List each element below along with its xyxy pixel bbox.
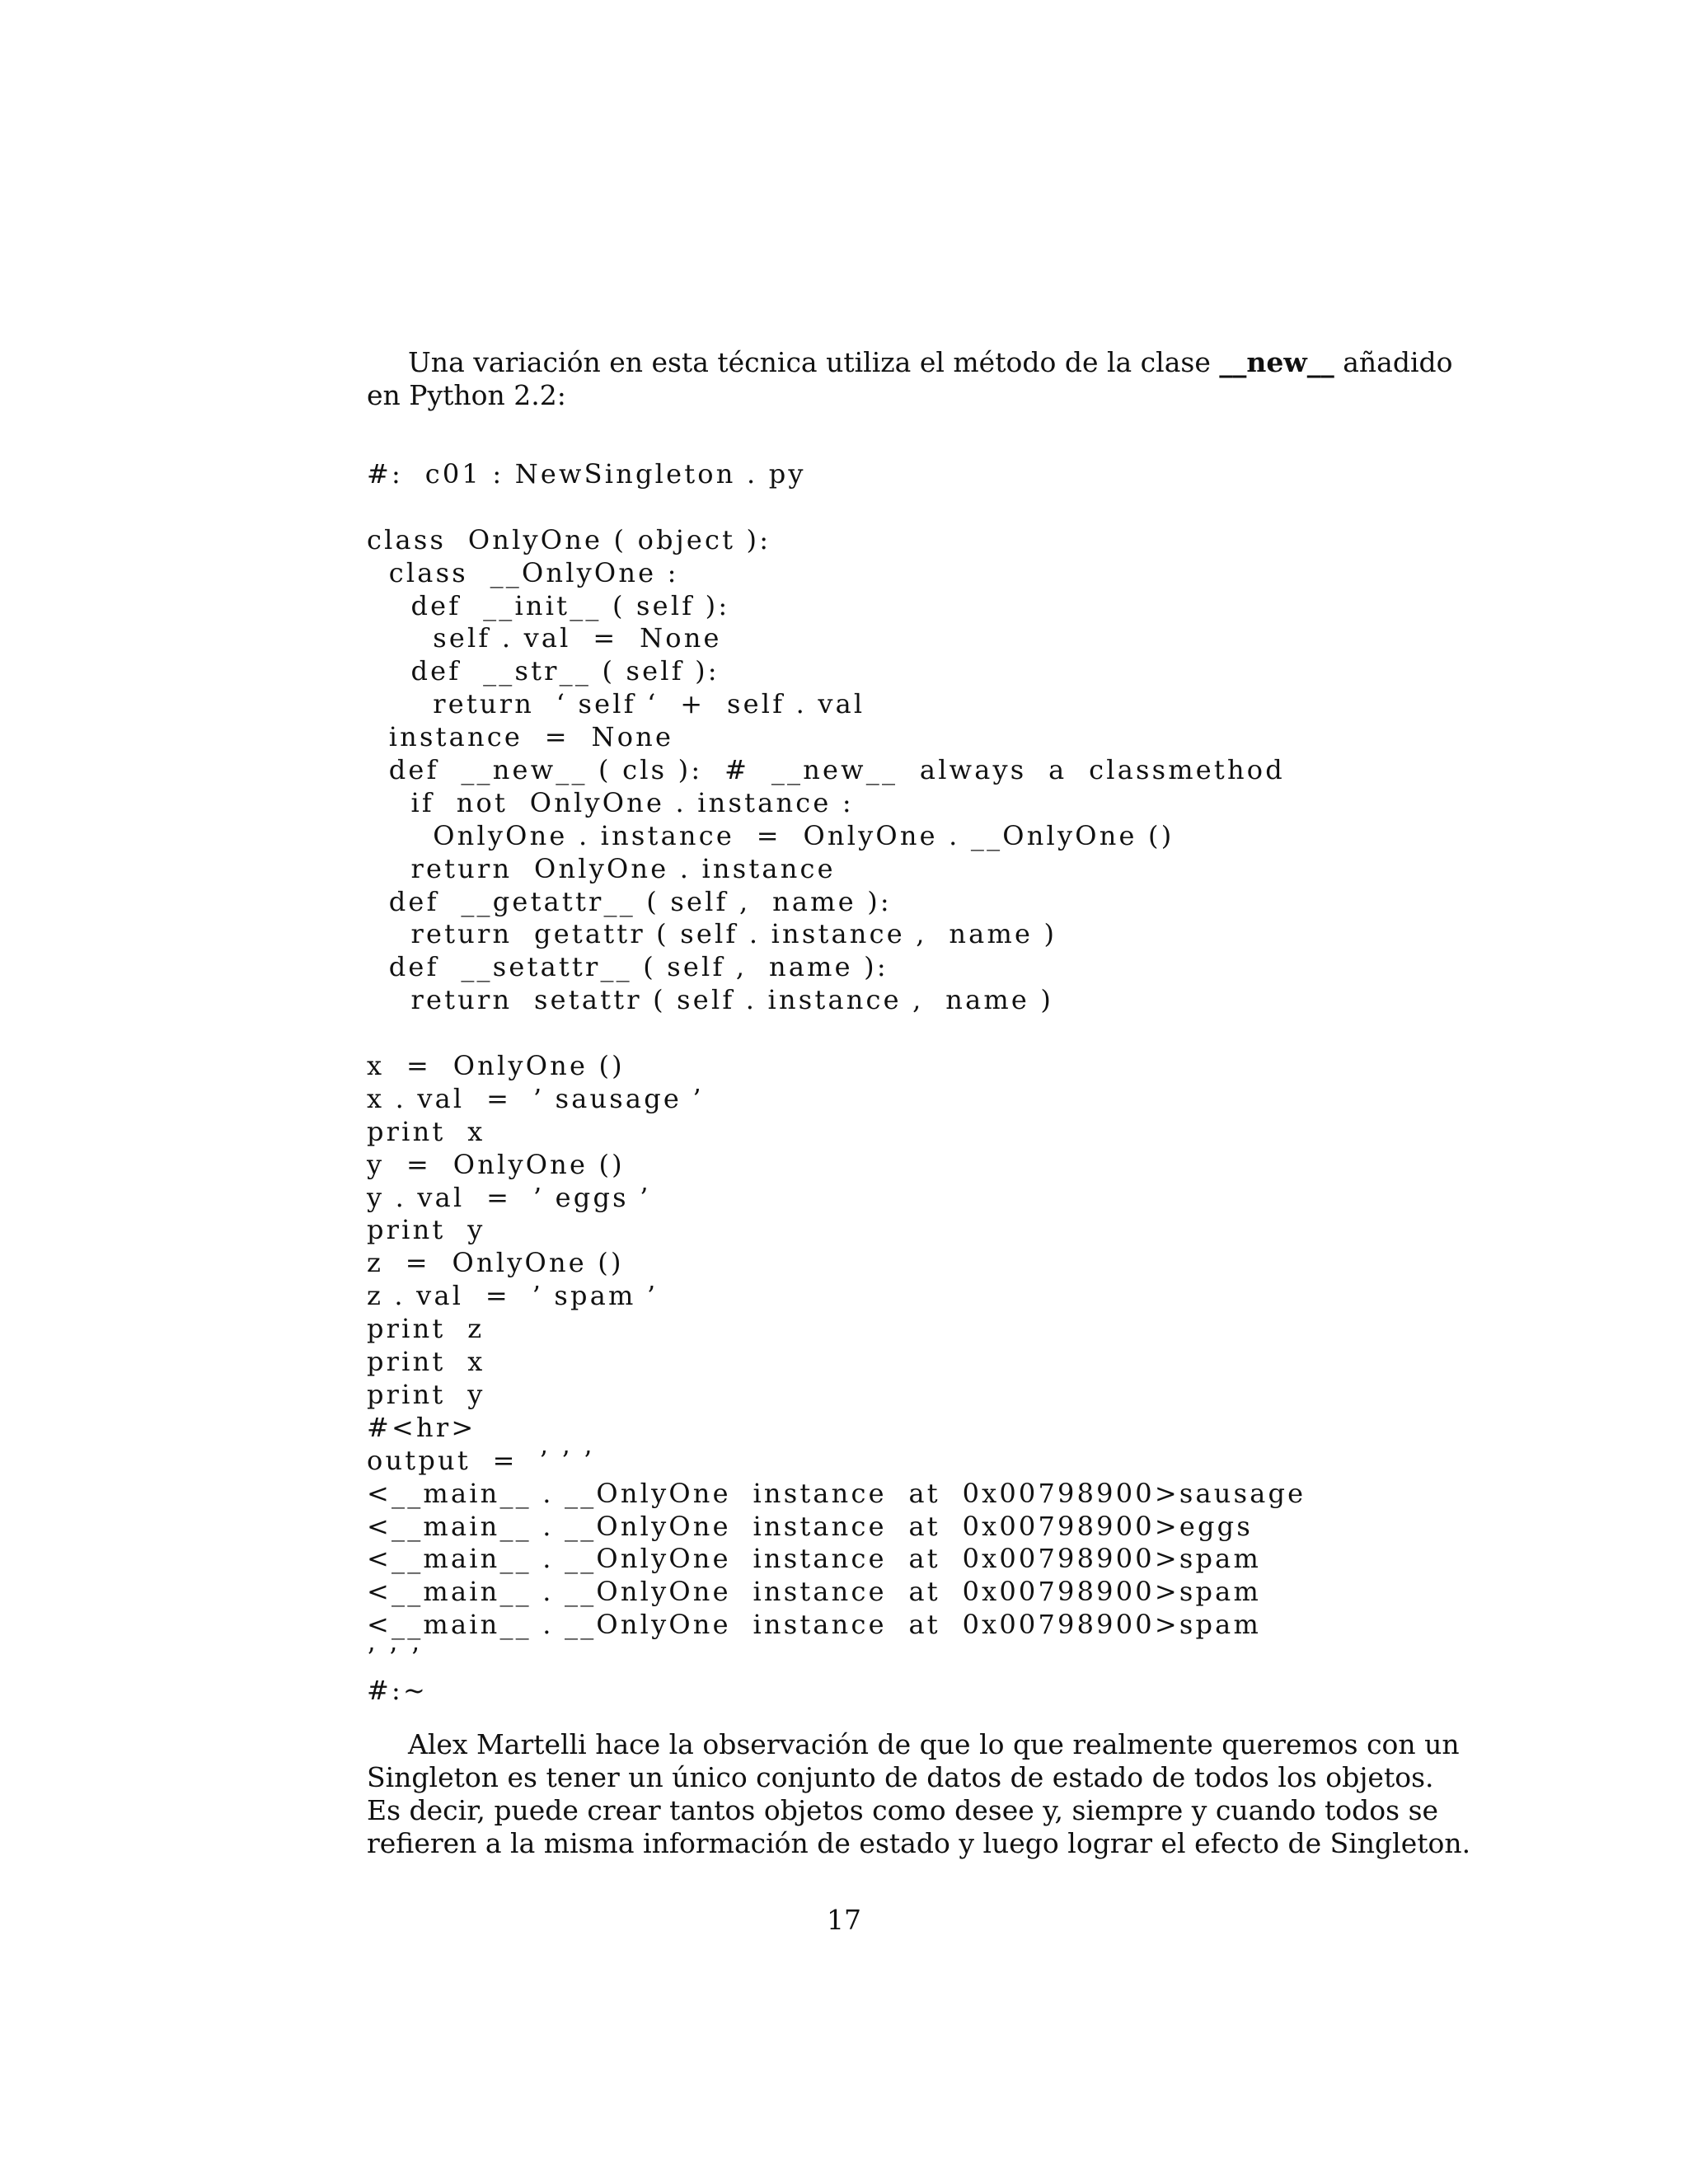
- code-line: #:~: [367, 1674, 429, 1706]
- code-line: OnlyOne . instance = OnlyOne . __OnlyOne (): [367, 819, 1175, 851]
- closing-line-4: refieren a la misma información de estado y luego lograr el efecto de Singleton.: [367, 1827, 1471, 1859]
- code-line: if not OnlyOne . instance :: [367, 786, 854, 818]
- code-line: class __OnlyOne :: [367, 556, 679, 588]
- code-line: #: c01 : NewSingleton . py: [367, 458, 806, 490]
- code-line: def __setattr__ ( self , name ):: [367, 951, 889, 983]
- code-line: z . val = ’ spam ’: [367, 1280, 659, 1312]
- closing-line-2: Singleton es tener un único conjunto de datos de estado de todos los objetos.: [367, 1761, 1434, 1793]
- code-line: z = OnlyOne (): [367, 1247, 624, 1279]
- code-listing: [367, 458, 1306, 1708]
- intro-line-1: [367, 346, 1453, 379]
- code-line: print z: [367, 1313, 485, 1345]
- code-line: return ‘ self ‘ + self . val: [367, 688, 865, 720]
- code-line: <__main__ . __OnlyOne instance at 0x00798900>eggs: [367, 1510, 1253, 1542]
- page-number: 17: [827, 1904, 861, 1936]
- code-line: ’ ’ ’: [367, 1642, 422, 1674]
- code-line: #<hr>: [367, 1411, 476, 1443]
- closing-line-1: Alex Martelli hace la observación de que lo que realmente queremos con un: [408, 1728, 1460, 1760]
- intro-text-after: añadido: [1334, 346, 1453, 378]
- code-line: y = OnlyOne (): [367, 1148, 625, 1180]
- code-line: x . val = ’ sausage ’: [367, 1082, 704, 1114]
- code-line: instance = None: [367, 721, 674, 753]
- closing-line-3: Es decir, puede crear tantos objetos como desee y, siempre y cuando todos se: [367, 1794, 1439, 1826]
- code-line: <__main__ . __OnlyOne instance at 0x00798900>spam: [367, 1576, 1261, 1608]
- code-line: print x: [367, 1346, 485, 1378]
- code-line: class OnlyOne ( object ):: [367, 523, 771, 555]
- code-line: print y: [367, 1378, 485, 1410]
- code-line: return getattr ( self . instance , name ): [367, 918, 1057, 950]
- code-line: return setattr ( self . instance , name ): [367, 984, 1054, 1016]
- intro-paragraph: [367, 346, 1453, 412]
- intro-line-2: en Python 2.2:: [367, 379, 566, 411]
- code-line: print x: [367, 1115, 485, 1147]
- code-line: def __new__ ( cls ): # __new__ always a classmethod: [367, 754, 1285, 786]
- code-line: def __str__ ( self ):: [367, 655, 720, 687]
- code-line: return OnlyOne . instance: [367, 852, 836, 884]
- code-line: <__main__ . __OnlyOne instance at 0x00798900>spam: [367, 1543, 1261, 1575]
- code-line: def __getattr__ ( self , name ):: [367, 885, 892, 917]
- code-line: x = OnlyOne (): [367, 1050, 625, 1082]
- code-line: <__main__ . __OnlyOne instance at 0x00798900>sausage: [367, 1477, 1306, 1509]
- code-line: [367, 491, 1306, 524]
- code-line: def __init__ ( self ):: [367, 589, 730, 621]
- new-keyword: __new__: [1219, 346, 1334, 378]
- code-line: [367, 1017, 1306, 1050]
- code-line: <__main__ . __OnlyOne instance at 0x00798900>spam: [367, 1609, 1261, 1641]
- intro-text-before: Una variación en esta técnica utiliza el método de la clase: [408, 346, 1220, 378]
- code-line: output = ’ ’ ’: [367, 1444, 595, 1476]
- closing-paragraph: [367, 1728, 1471, 1860]
- code-line: self . val = None: [367, 622, 722, 654]
- code-line: y . val = ’ eggs ’: [367, 1181, 651, 1213]
- code-line: print y: [367, 1214, 485, 1246]
